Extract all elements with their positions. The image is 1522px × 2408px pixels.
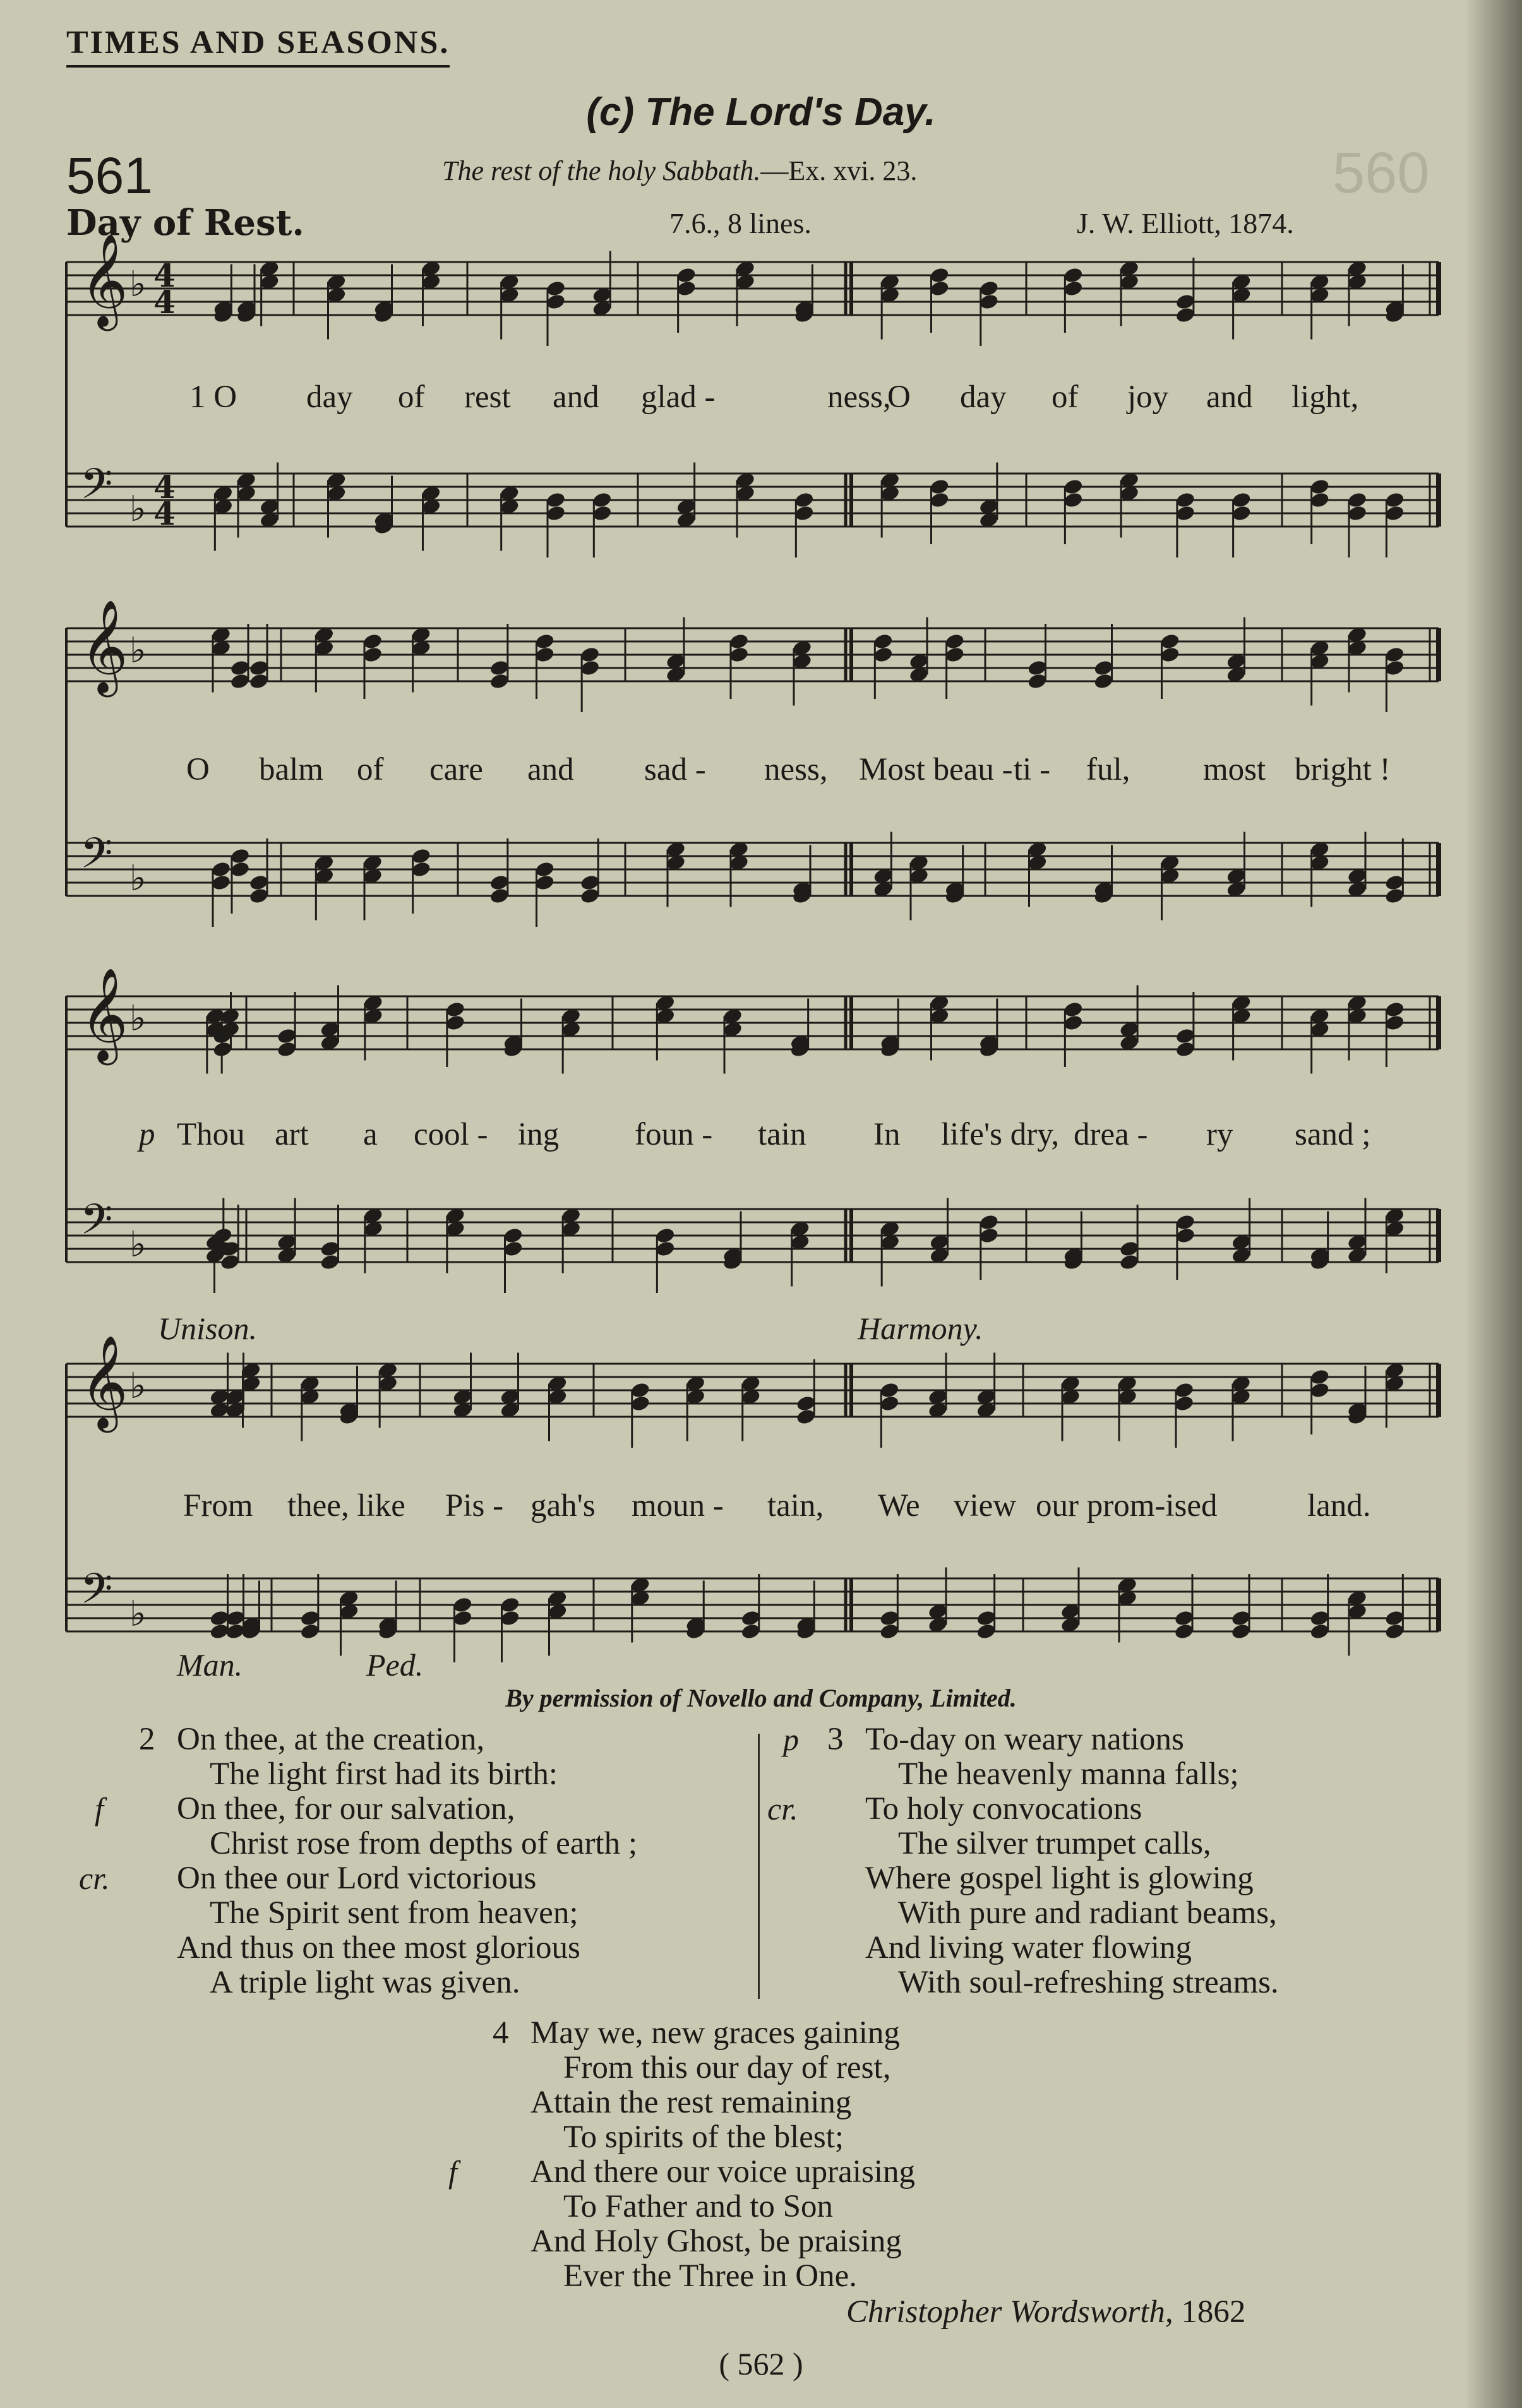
running-head: TIMES AND SEASONS. bbox=[66, 24, 450, 68]
key-signature-flat: ♭ bbox=[129, 489, 147, 530]
pedal-marking: Ped. bbox=[366, 1647, 424, 1683]
verse-line: From this our day of rest, bbox=[563, 2050, 891, 2085]
lyric-syllable: joy bbox=[1127, 379, 1169, 415]
lyric-syllable: Pis - bbox=[445, 1488, 504, 1523]
lyric-syllable: O bbox=[186, 752, 210, 787]
key-signature-flat: ♭ bbox=[129, 1224, 147, 1265]
verse-line: To holy convocations bbox=[865, 1791, 1142, 1827]
treble-clef: 𝄞 bbox=[80, 1335, 128, 1429]
hymn-number: 561 bbox=[66, 147, 153, 205]
verse-number: 2 bbox=[139, 1722, 155, 1757]
verse-line: Christ rose from depths of earth ; bbox=[210, 1826, 638, 1861]
dynamic-marking: f bbox=[95, 1791, 104, 1827]
lyric-syllable: thee, like bbox=[287, 1488, 405, 1523]
composer: J. W. Elliott, 1874. bbox=[1077, 207, 1294, 239]
verse-line: With soul-refreshing streams. bbox=[898, 1965, 1279, 2000]
verse-line: The Spirit sent from heaven; bbox=[210, 1895, 578, 1931]
lyric-syllable: ness, bbox=[764, 752, 828, 787]
key-signature-flat: ♭ bbox=[129, 1366, 147, 1407]
show-through-hymn-number: 560 bbox=[1333, 141, 1430, 205]
lyric-syllable: ry bbox=[1206, 1117, 1233, 1152]
section-title: (c) The Lord's Day. bbox=[586, 90, 936, 134]
bass-clef: 𝄢 bbox=[80, 829, 113, 888]
lyric-syllable: sand ; bbox=[1295, 1117, 1371, 1152]
key-signature-flat: ♭ bbox=[129, 1594, 147, 1635]
page-number: ( 562 ) bbox=[719, 2346, 803, 2381]
lyric-syllable: drea - bbox=[1074, 1117, 1148, 1152]
key-signature-flat: ♭ bbox=[129, 998, 147, 1039]
lyric-syllable: cool - bbox=[414, 1117, 488, 1152]
verse-line: Attain the rest remaining bbox=[530, 2085, 852, 2120]
lyric-syllable: life's dry, bbox=[941, 1117, 1060, 1152]
scripture-text: The rest of the holy Sabbath. bbox=[442, 155, 761, 186]
author-year: 1862 bbox=[1181, 2294, 1246, 2330]
lyric-syllable: tain bbox=[758, 1117, 806, 1152]
lyric-syllable: rest bbox=[464, 379, 511, 415]
lyric-syllable: care bbox=[429, 752, 483, 787]
lyric-syllable: glad - bbox=[641, 379, 716, 415]
verse-line: And there our voice upraising bbox=[530, 2154, 915, 2190]
key-signature-flat: ♭ bbox=[129, 264, 147, 305]
lyric-syllable: tain, bbox=[767, 1488, 824, 1523]
treble-clef: 𝄞 bbox=[80, 233, 128, 327]
verse-line: To Father and to Son bbox=[563, 2189, 834, 2224]
column-divider bbox=[758, 1734, 760, 1999]
lyric-syllable: our prom-ised bbox=[1036, 1488, 1218, 1523]
dynamic-marking: cr. bbox=[767, 1791, 798, 1827]
lyric-syllable: day bbox=[306, 379, 353, 415]
dynamic-marking: f bbox=[448, 2154, 457, 2190]
dynamic-marking: cr. bbox=[79, 1861, 110, 1896]
lyric-syllable: and bbox=[527, 752, 574, 787]
lyric-syllable: We bbox=[878, 1488, 920, 1523]
lyric-syllable: of bbox=[357, 752, 384, 787]
verse-line: The heavenly manna falls; bbox=[898, 1756, 1239, 1792]
author-credit bbox=[846, 2294, 1245, 2330]
tune-name: Day of Rest. bbox=[66, 202, 304, 244]
bass-clef: 𝄢 bbox=[80, 1565, 113, 1623]
verse-line: Ever the Three in One. bbox=[563, 2258, 857, 2294]
lyric-syllable: view bbox=[954, 1488, 1017, 1523]
dynamic-marking: p bbox=[783, 1722, 799, 1757]
lyric-syllable: a bbox=[363, 1117, 378, 1152]
author-name: Christopher Wordsworth, bbox=[846, 2294, 1173, 2330]
scripture-citation: —Ex. xvi. 23. bbox=[760, 155, 918, 186]
time-signature-bottom: 4 bbox=[153, 283, 176, 321]
verse-4 bbox=[448, 2015, 915, 2294]
verse-line: And living water flowing bbox=[865, 1930, 1192, 1965]
lyric-syllable: gah's bbox=[530, 1488, 596, 1523]
lyric-syllable: balm bbox=[259, 752, 323, 787]
verse-line: Where gospel light is glowing bbox=[865, 1861, 1254, 1896]
verse-line: And thus on thee most glorious bbox=[177, 1930, 580, 1965]
lyric-syllable: land. bbox=[1307, 1488, 1371, 1523]
key-signature-flat: ♭ bbox=[129, 858, 147, 899]
verse-2 bbox=[79, 1722, 638, 2000]
lyric-syllable: of bbox=[398, 379, 425, 415]
verse-line: On thee our Lord victorious bbox=[177, 1861, 537, 1896]
verse-line: May we, new graces gaining bbox=[530, 2015, 900, 2051]
lyric-syllable: sad - bbox=[644, 752, 706, 787]
lyric-syllable: ti - bbox=[1014, 752, 1051, 787]
meter: 7.6., 8 lines. bbox=[669, 207, 812, 239]
lyric-syllable: and bbox=[553, 379, 599, 415]
unison-marking: Unison. bbox=[158, 1311, 257, 1346]
lyric-syllable: and bbox=[1206, 379, 1253, 415]
lyric-syllable: day bbox=[960, 379, 1007, 415]
lyric-syllable: of bbox=[1052, 379, 1079, 415]
treble-clef: 𝄞 bbox=[80, 967, 128, 1061]
verse-line: And Holy Ghost, be praising bbox=[530, 2224, 902, 2259]
lyric-syllable: ful, bbox=[1086, 752, 1130, 787]
verse-line: To-day on weary nations bbox=[865, 1722, 1184, 1757]
verse-line: A triple light was given. bbox=[210, 1965, 520, 2000]
verse-line: To spirits of the blest; bbox=[563, 2119, 844, 2155]
bass-clef: 𝄢 bbox=[80, 460, 113, 518]
time-signature-top: 4 bbox=[153, 257, 176, 294]
lyric-syllable: light, bbox=[1291, 379, 1359, 415]
lyric-syllable: ing bbox=[518, 1117, 560, 1152]
verse-3 bbox=[767, 1722, 1279, 2000]
lyric-syllable: 1 O bbox=[189, 379, 237, 415]
permission-note: By permission of Novello and Company, Limited. bbox=[505, 1684, 1017, 1712]
time-signature-top: 4 bbox=[153, 468, 176, 506]
lyric-syllable: foun - bbox=[635, 1117, 713, 1152]
manual-marking: Man. bbox=[177, 1647, 243, 1683]
dynamic-marking: p bbox=[139, 1117, 155, 1152]
verse-line: The silver trumpet calls, bbox=[898, 1826, 1211, 1861]
verse-number: 4 bbox=[493, 2015, 509, 2051]
lyric-syllable: In bbox=[873, 1117, 901, 1152]
lyric-syllable: O bbox=[887, 379, 911, 415]
lyric-syllable: Thou bbox=[177, 1117, 245, 1152]
lyric-syllable: art bbox=[275, 1117, 309, 1152]
verse-line: On thee, for our salvation, bbox=[177, 1791, 515, 1827]
lyric-syllable: moun - bbox=[632, 1488, 724, 1523]
lyric-syllable: Most beau - bbox=[859, 752, 1013, 787]
lyric-syllable: bright ! bbox=[1295, 752, 1391, 787]
key-signature-flat: ♭ bbox=[129, 630, 147, 671]
bass-clef: 𝄢 bbox=[80, 1195, 113, 1254]
treble-clef: 𝄞 bbox=[80, 599, 128, 693]
lyric-syllable: From bbox=[183, 1488, 253, 1523]
verse-line: With pure and radiant beams, bbox=[898, 1895, 1277, 1931]
verse-number: 3 bbox=[827, 1722, 844, 1757]
harmony-marking: Harmony. bbox=[858, 1311, 983, 1346]
lyric-syllable: most bbox=[1203, 752, 1266, 787]
lyric-syllable: ness, bbox=[827, 379, 891, 415]
verse-line: On thee, at the creation, bbox=[177, 1722, 485, 1757]
verse-line: The light first had its birth: bbox=[210, 1756, 558, 1792]
time-signature-bottom: 4 bbox=[153, 495, 176, 532]
